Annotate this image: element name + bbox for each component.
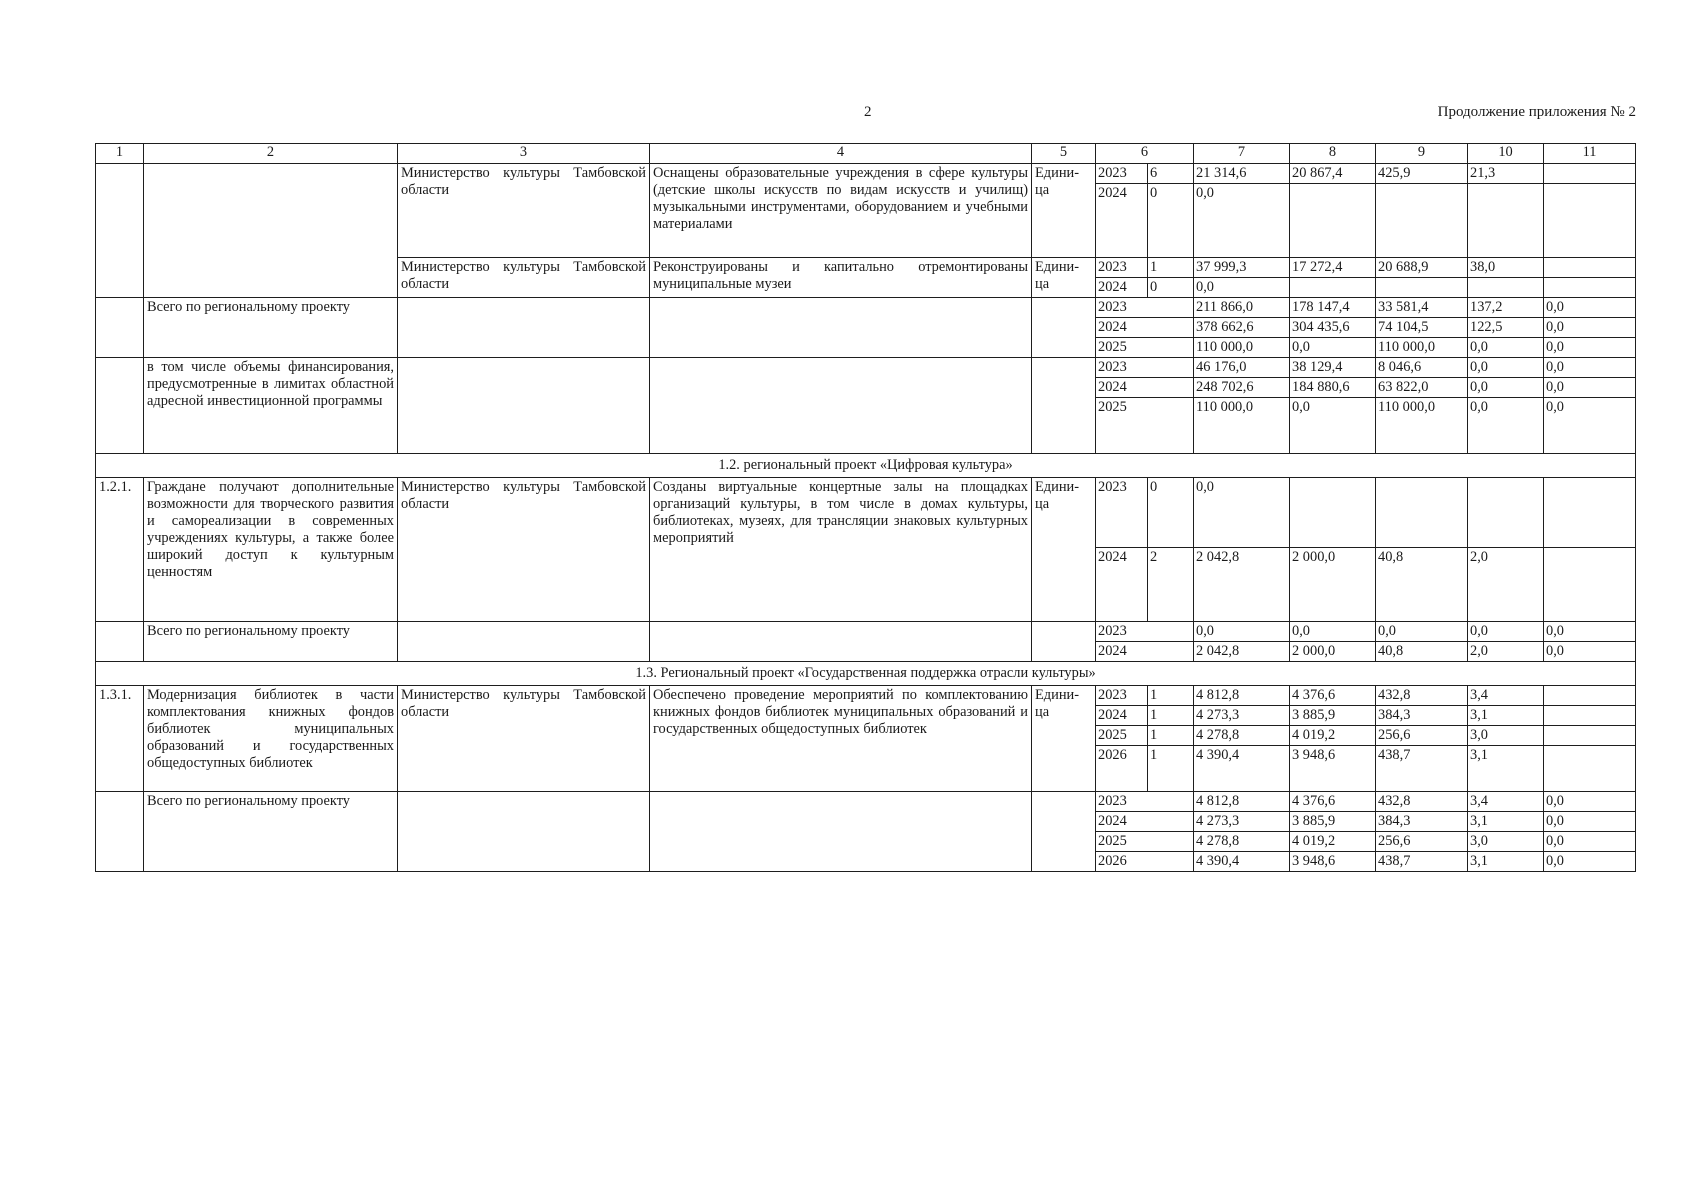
year-cell: 2024 (1096, 183, 1148, 257)
amount-cell: 2 042,8 (1194, 547, 1290, 621)
header-cell: 3 (398, 144, 650, 164)
amount-cell: 4 376,6 (1290, 685, 1376, 705)
total-label: Всего по региональному проекту (144, 621, 398, 661)
year-cell: 2024 (1096, 317, 1194, 337)
amount-cell (1376, 183, 1468, 257)
amount-cell: 3 948,6 (1290, 851, 1376, 871)
amount-cell: 3 885,9 (1290, 811, 1376, 831)
amount-cell: 37 999,3 (1194, 257, 1290, 277)
amount-cell (1544, 685, 1636, 705)
qty-cell: 1 (1148, 745, 1194, 791)
num-cell (96, 164, 144, 298)
org-cell: Министерство культуры Тамбовской области (398, 685, 650, 791)
qty-cell: 0 (1148, 183, 1194, 257)
amount-cell (1290, 277, 1376, 297)
amount-cell: 38 129,4 (1290, 357, 1376, 377)
amount-cell: 3,4 (1468, 791, 1544, 811)
header-cell: 1 (96, 144, 144, 164)
amount-cell: 4 812,8 (1194, 685, 1290, 705)
amount-cell: 40,8 (1376, 547, 1468, 621)
amount-cell: 3,1 (1468, 811, 1544, 831)
amount-cell: 0,0 (1544, 297, 1636, 317)
org-cell: Министерство культуры Тамбовской области (398, 477, 650, 621)
total-label: Всего по региональному проекту (144, 297, 398, 357)
amount-cell: 3,4 (1468, 685, 1544, 705)
amount-cell: 74 104,5 (1376, 317, 1468, 337)
amount-cell: 4 376,6 (1290, 791, 1376, 811)
amount-cell: 3 948,6 (1290, 745, 1376, 791)
amount-cell: 211 866,0 (1194, 297, 1290, 317)
num-cell (96, 357, 144, 453)
year-cell: 2024 (1096, 641, 1194, 661)
unit-cell: Едини-ца (1032, 685, 1096, 791)
amount-cell (1544, 705, 1636, 725)
header-cell: 6 (1096, 144, 1194, 164)
qty-cell: 2 (1148, 547, 1194, 621)
amount-cell: 17 272,4 (1290, 257, 1376, 277)
year-cell: 2023 (1096, 357, 1194, 377)
amount-cell: 0,0 (1544, 377, 1636, 397)
amount-cell: 4 019,2 (1290, 831, 1376, 851)
unit-cell: Едини-ца (1032, 164, 1096, 258)
amount-cell: 20 688,9 (1376, 257, 1468, 277)
year-cell: 2023 (1096, 164, 1148, 184)
amount-cell: 3,1 (1468, 851, 1544, 871)
num-cell: 1.3.1. (96, 685, 144, 791)
unit-cell (1032, 297, 1096, 357)
amount-cell: 2 000,0 (1290, 641, 1376, 661)
year-cell: 2024 (1096, 705, 1148, 725)
org-cell: Министерство культуры Тамбовской области (398, 164, 650, 258)
amount-cell: 4 019,2 (1290, 725, 1376, 745)
amount-cell: 4 278,8 (1194, 831, 1290, 851)
qty-cell: 1 (1148, 685, 1194, 705)
amount-cell: 4 812,8 (1194, 791, 1290, 811)
amount-cell: 4 273,3 (1194, 811, 1290, 831)
year-cell: 2026 (1096, 851, 1194, 871)
name-cell: Модернизация библиотек в части комплектования книжных фондов библиотек муниципальных образований и государственных общедоступных библиотек (144, 685, 398, 791)
header-cell: 7 (1194, 144, 1290, 164)
amount-cell: 20 867,4 (1290, 164, 1376, 184)
amount-cell: 425,9 (1376, 164, 1468, 184)
year-cell: 2023 (1096, 297, 1194, 317)
amount-cell: 0,0 (1290, 337, 1376, 357)
year-cell: 2023 (1096, 257, 1148, 277)
result-cell (650, 297, 1032, 357)
amount-cell: 384,3 (1376, 811, 1468, 831)
org-cell (398, 791, 650, 871)
amount-cell: 0,0 (1194, 621, 1290, 641)
section-title-row (96, 661, 1636, 685)
amount-cell: 0,0 (1544, 397, 1636, 453)
amount-cell: 3 885,9 (1290, 705, 1376, 725)
including-label: в том числе объемы финансирования, предусмотренные в лимитах областной адресной инвестиционной программы (144, 357, 398, 453)
amount-cell: 0,0 (1468, 621, 1544, 641)
name-cell (144, 164, 398, 298)
unit-cell (1032, 791, 1096, 871)
amount-cell: 0,0 (1544, 851, 1636, 871)
amount-cell: 0,0 (1544, 317, 1636, 337)
num-cell: 1.2.1. (96, 477, 144, 621)
amount-cell: 0,0 (1290, 621, 1376, 641)
amount-cell: 0,0 (1544, 337, 1636, 357)
year-cell: 2024 (1096, 277, 1148, 297)
amount-cell: 0,0 (1544, 621, 1636, 641)
year-cell: 2023 (1096, 791, 1194, 811)
header-cell: 4 (650, 144, 1032, 164)
table-row (96, 164, 1636, 184)
amount-cell: 2,0 (1468, 641, 1544, 661)
header-cell: 8 (1290, 144, 1376, 164)
amount-cell: 21,3 (1468, 164, 1544, 184)
org-cell (398, 297, 650, 357)
result-cell: Созданы виртуальные концертные залы на площадках организаций культуры, в том числе в домах культуры, библиотеках, музеях, для трансляции знаковых культурных мероприятий (650, 477, 1032, 621)
amount-cell: 184 880,6 (1290, 377, 1376, 397)
amount-cell: 0,0 (1468, 357, 1544, 377)
amount-cell: 0,0 (1290, 397, 1376, 453)
amount-cell (1544, 257, 1636, 277)
header-cell: 11 (1544, 144, 1636, 164)
section-title: 1.2. региональный проект «Цифровая культура» (96, 453, 1636, 477)
org-cell (398, 621, 650, 661)
unit-cell: Едини-ца (1032, 477, 1096, 621)
amount-cell: 122,5 (1468, 317, 1544, 337)
qty-cell: 1 (1148, 705, 1194, 725)
section-title-row (96, 453, 1636, 477)
amount-cell (1376, 277, 1468, 297)
result-cell: Реконструированы и капитально отремонтированы муниципальные музеи (650, 257, 1032, 297)
qty-cell: 0 (1148, 277, 1194, 297)
result-cell (650, 357, 1032, 453)
financing-table (95, 143, 1636, 872)
amount-cell: 378 662,6 (1194, 317, 1290, 337)
amount-cell: 3,0 (1468, 725, 1544, 745)
num-cell (96, 791, 144, 871)
amount-cell: 0,0 (1468, 377, 1544, 397)
total-label: Всего по региональному проекту (144, 791, 398, 871)
amount-cell (1544, 745, 1636, 791)
year-cell: 2024 (1096, 377, 1194, 397)
year-cell: 2023 (1096, 477, 1148, 547)
amount-cell: 0,0 (1194, 277, 1290, 297)
amount-cell: 8 046,6 (1376, 357, 1468, 377)
name-cell: Граждане получают дополнительные возможности для творческого развития и самореализации в современных учреждениях культуры, а также более широкий доступ к культурным ценностям (144, 477, 398, 621)
amount-cell: 0,0 (1544, 811, 1636, 831)
amount-cell (1544, 547, 1636, 621)
amount-cell: 256,6 (1376, 831, 1468, 851)
amount-cell: 46 176,0 (1194, 357, 1290, 377)
continuation-label: Продолжение приложения № 2 (1437, 104, 1636, 120)
amount-cell (1468, 277, 1544, 297)
amount-cell: 3,1 (1468, 745, 1544, 791)
amount-cell (1468, 477, 1544, 547)
num-cell (96, 297, 144, 357)
section-title: 1.3. Региональный проект «Государственная поддержка отрасли культуры» (96, 661, 1636, 685)
header-cell: 9 (1376, 144, 1468, 164)
amount-cell: 2,0 (1468, 547, 1544, 621)
amount-cell: 0,0 (1468, 337, 1544, 357)
amount-cell: 21 314,6 (1194, 164, 1290, 184)
year-cell: 2024 (1096, 811, 1194, 831)
year-cell: 2025 (1096, 831, 1194, 851)
amount-cell: 432,8 (1376, 685, 1468, 705)
amount-cell: 304 435,6 (1290, 317, 1376, 337)
amount-cell (1544, 277, 1636, 297)
amount-cell (1290, 183, 1376, 257)
qty-cell: 1 (1148, 725, 1194, 745)
amount-cell: 40,8 (1376, 641, 1468, 661)
amount-cell: 38,0 (1468, 257, 1544, 277)
year-cell: 2025 (1096, 397, 1194, 453)
amount-cell: 0,0 (1544, 357, 1636, 377)
amount-cell: 2 000,0 (1290, 547, 1376, 621)
result-cell: Обеспечено проведение мероприятий по комплектованию книжных фондов библиотек муниципальных образований и государственных общедоступных библиотек (650, 685, 1032, 791)
amount-cell (1468, 183, 1544, 257)
amount-cell: 384,3 (1376, 705, 1468, 725)
year-cell: 2025 (1096, 337, 1194, 357)
amount-cell (1544, 164, 1636, 184)
qty-cell: 0 (1148, 477, 1194, 547)
amount-cell: 256,6 (1376, 725, 1468, 745)
amount-cell: 0,0 (1544, 791, 1636, 811)
year-cell: 2023 (1096, 685, 1148, 705)
amount-cell: 4 390,4 (1194, 745, 1290, 791)
num-cell (96, 621, 144, 661)
amount-cell: 110 000,0 (1376, 397, 1468, 453)
amount-cell: 438,7 (1376, 745, 1468, 791)
header-cell: 2 (144, 144, 398, 164)
org-cell: Министерство культуры Тамбовской области (398, 257, 650, 297)
result-cell: Оснащены образовательные учреждения в сфере культуры (детские школы искусств по видам искусств и училищ) музыкальными инструментами, оборудованием и учебными материалами (650, 164, 1032, 258)
table-row (96, 477, 1636, 547)
year-cell: 2023 (1096, 621, 1194, 641)
unit-cell (1032, 621, 1096, 661)
qty-cell: 6 (1148, 164, 1194, 184)
including-row (96, 357, 1636, 377)
amount-cell: 63 822,0 (1376, 377, 1468, 397)
unit-cell (1032, 357, 1096, 453)
amount-cell: 4 278,8 (1194, 725, 1290, 745)
result-cell (650, 621, 1032, 661)
amount-cell: 4 273,3 (1194, 705, 1290, 725)
year-cell: 2024 (1096, 547, 1148, 621)
year-cell: 2026 (1096, 745, 1148, 791)
amount-cell: 3,0 (1468, 831, 1544, 851)
amount-cell: 0,0 (1194, 477, 1290, 547)
amount-cell: 0,0 (1376, 621, 1468, 641)
amount-cell: 4 390,4 (1194, 851, 1290, 871)
header-cell: 10 (1468, 144, 1544, 164)
page-number: 2 (864, 104, 872, 120)
year-cell: 2025 (1096, 725, 1148, 745)
amount-cell: 110 000,0 (1376, 337, 1468, 357)
amount-cell: 0,0 (1468, 397, 1544, 453)
table-row (96, 685, 1636, 705)
amount-cell: 438,7 (1376, 851, 1468, 871)
amount-cell: 2 042,8 (1194, 641, 1290, 661)
amount-cell: 3,1 (1468, 705, 1544, 725)
total-row (96, 621, 1636, 641)
amount-cell: 110 000,0 (1194, 397, 1290, 453)
amount-cell: 0,0 (1194, 183, 1290, 257)
column-numbers-row (96, 144, 1636, 164)
result-cell (650, 791, 1032, 871)
amount-cell (1290, 477, 1376, 547)
amount-cell: 0,0 (1544, 641, 1636, 661)
amount-cell: 137,2 (1468, 297, 1544, 317)
total-row (96, 297, 1636, 317)
total-row (96, 791, 1636, 811)
amount-cell: 432,8 (1376, 791, 1468, 811)
amount-cell (1544, 183, 1636, 257)
amount-cell (1376, 477, 1468, 547)
unit-cell: Едини-ца (1032, 257, 1096, 297)
amount-cell: 178 147,4 (1290, 297, 1376, 317)
amount-cell: 248 702,6 (1194, 377, 1290, 397)
amount-cell: 33 581,4 (1376, 297, 1468, 317)
header-cell: 5 (1032, 144, 1096, 164)
qty-cell: 1 (1148, 257, 1194, 277)
amount-cell (1544, 477, 1636, 547)
org-cell (398, 357, 650, 453)
amount-cell (1544, 725, 1636, 745)
amount-cell: 0,0 (1544, 831, 1636, 851)
amount-cell: 110 000,0 (1194, 337, 1290, 357)
